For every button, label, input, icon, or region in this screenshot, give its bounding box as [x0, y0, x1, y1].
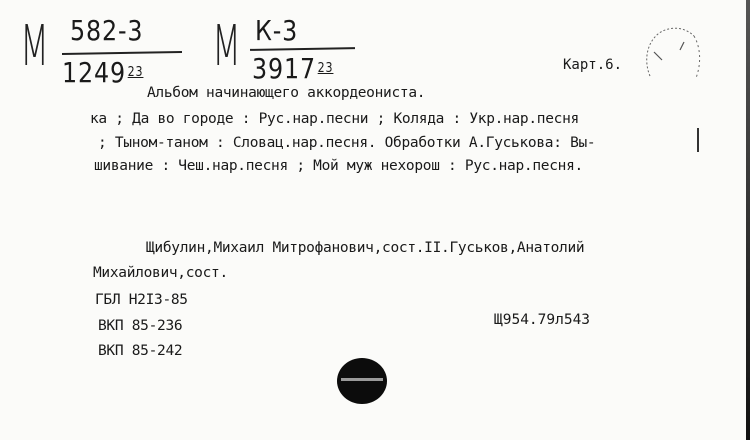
call-mark-denominator-1-sup: 23 — [127, 65, 144, 80]
title-line-1: Альбом начинающего аккордеониста. — [147, 85, 426, 101]
title-line-3: ; Тыном-таном : Словац.нар.песня. Обработки А.Гуськова: Вы- — [98, 135, 596, 151]
title-line-2: ка ; Да во городе : Рус.нар.песни ; Коляда : Укр.нар.песня — [90, 111, 579, 127]
call-mark-denominator-1 — [62, 56, 143, 89]
edge-mark — [697, 128, 699, 152]
fraction-rule-1 — [62, 51, 182, 55]
registry-code-2: ВКП 85-236 — [98, 318, 183, 334]
call-mark-numerator-1: 582-3 — [70, 14, 144, 47]
call-mark-denominator-1-main: 1249 — [62, 56, 126, 89]
authors-line-1: Щибулин,Михаил Митрофанович,сост.II.Гуськов,Анатолий — [146, 240, 585, 256]
authors-line-2: Михайлович,сост. — [93, 265, 228, 281]
call-mark-denominator-2-main: 3917 — [252, 52, 316, 85]
punch-hole — [337, 358, 387, 404]
classification-code: Щ954.79л543 — [494, 312, 591, 328]
call-mark-denominator-2 — [252, 52, 333, 85]
call-mark-letter-2: М — [212, 14, 241, 79]
registry-code-3: ВКП 85-242 — [98, 343, 183, 359]
title-line-4: шивание : Чеш.нар.песня ; Мой муж нехорош : Рус.нар.песня. — [94, 158, 583, 174]
corner-scribble-mark — [640, 22, 704, 84]
card-number: Карт.6. — [563, 57, 623, 73]
call-mark-letter-1: М — [20, 14, 49, 79]
call-mark-numerator-2: К-3 — [255, 14, 299, 47]
registry-code-1: ГБЛ Н2I3-85 — [95, 292, 188, 308]
fraction-rule-2 — [250, 47, 355, 51]
call-mark-denominator-2-sup: 23 — [317, 61, 334, 76]
